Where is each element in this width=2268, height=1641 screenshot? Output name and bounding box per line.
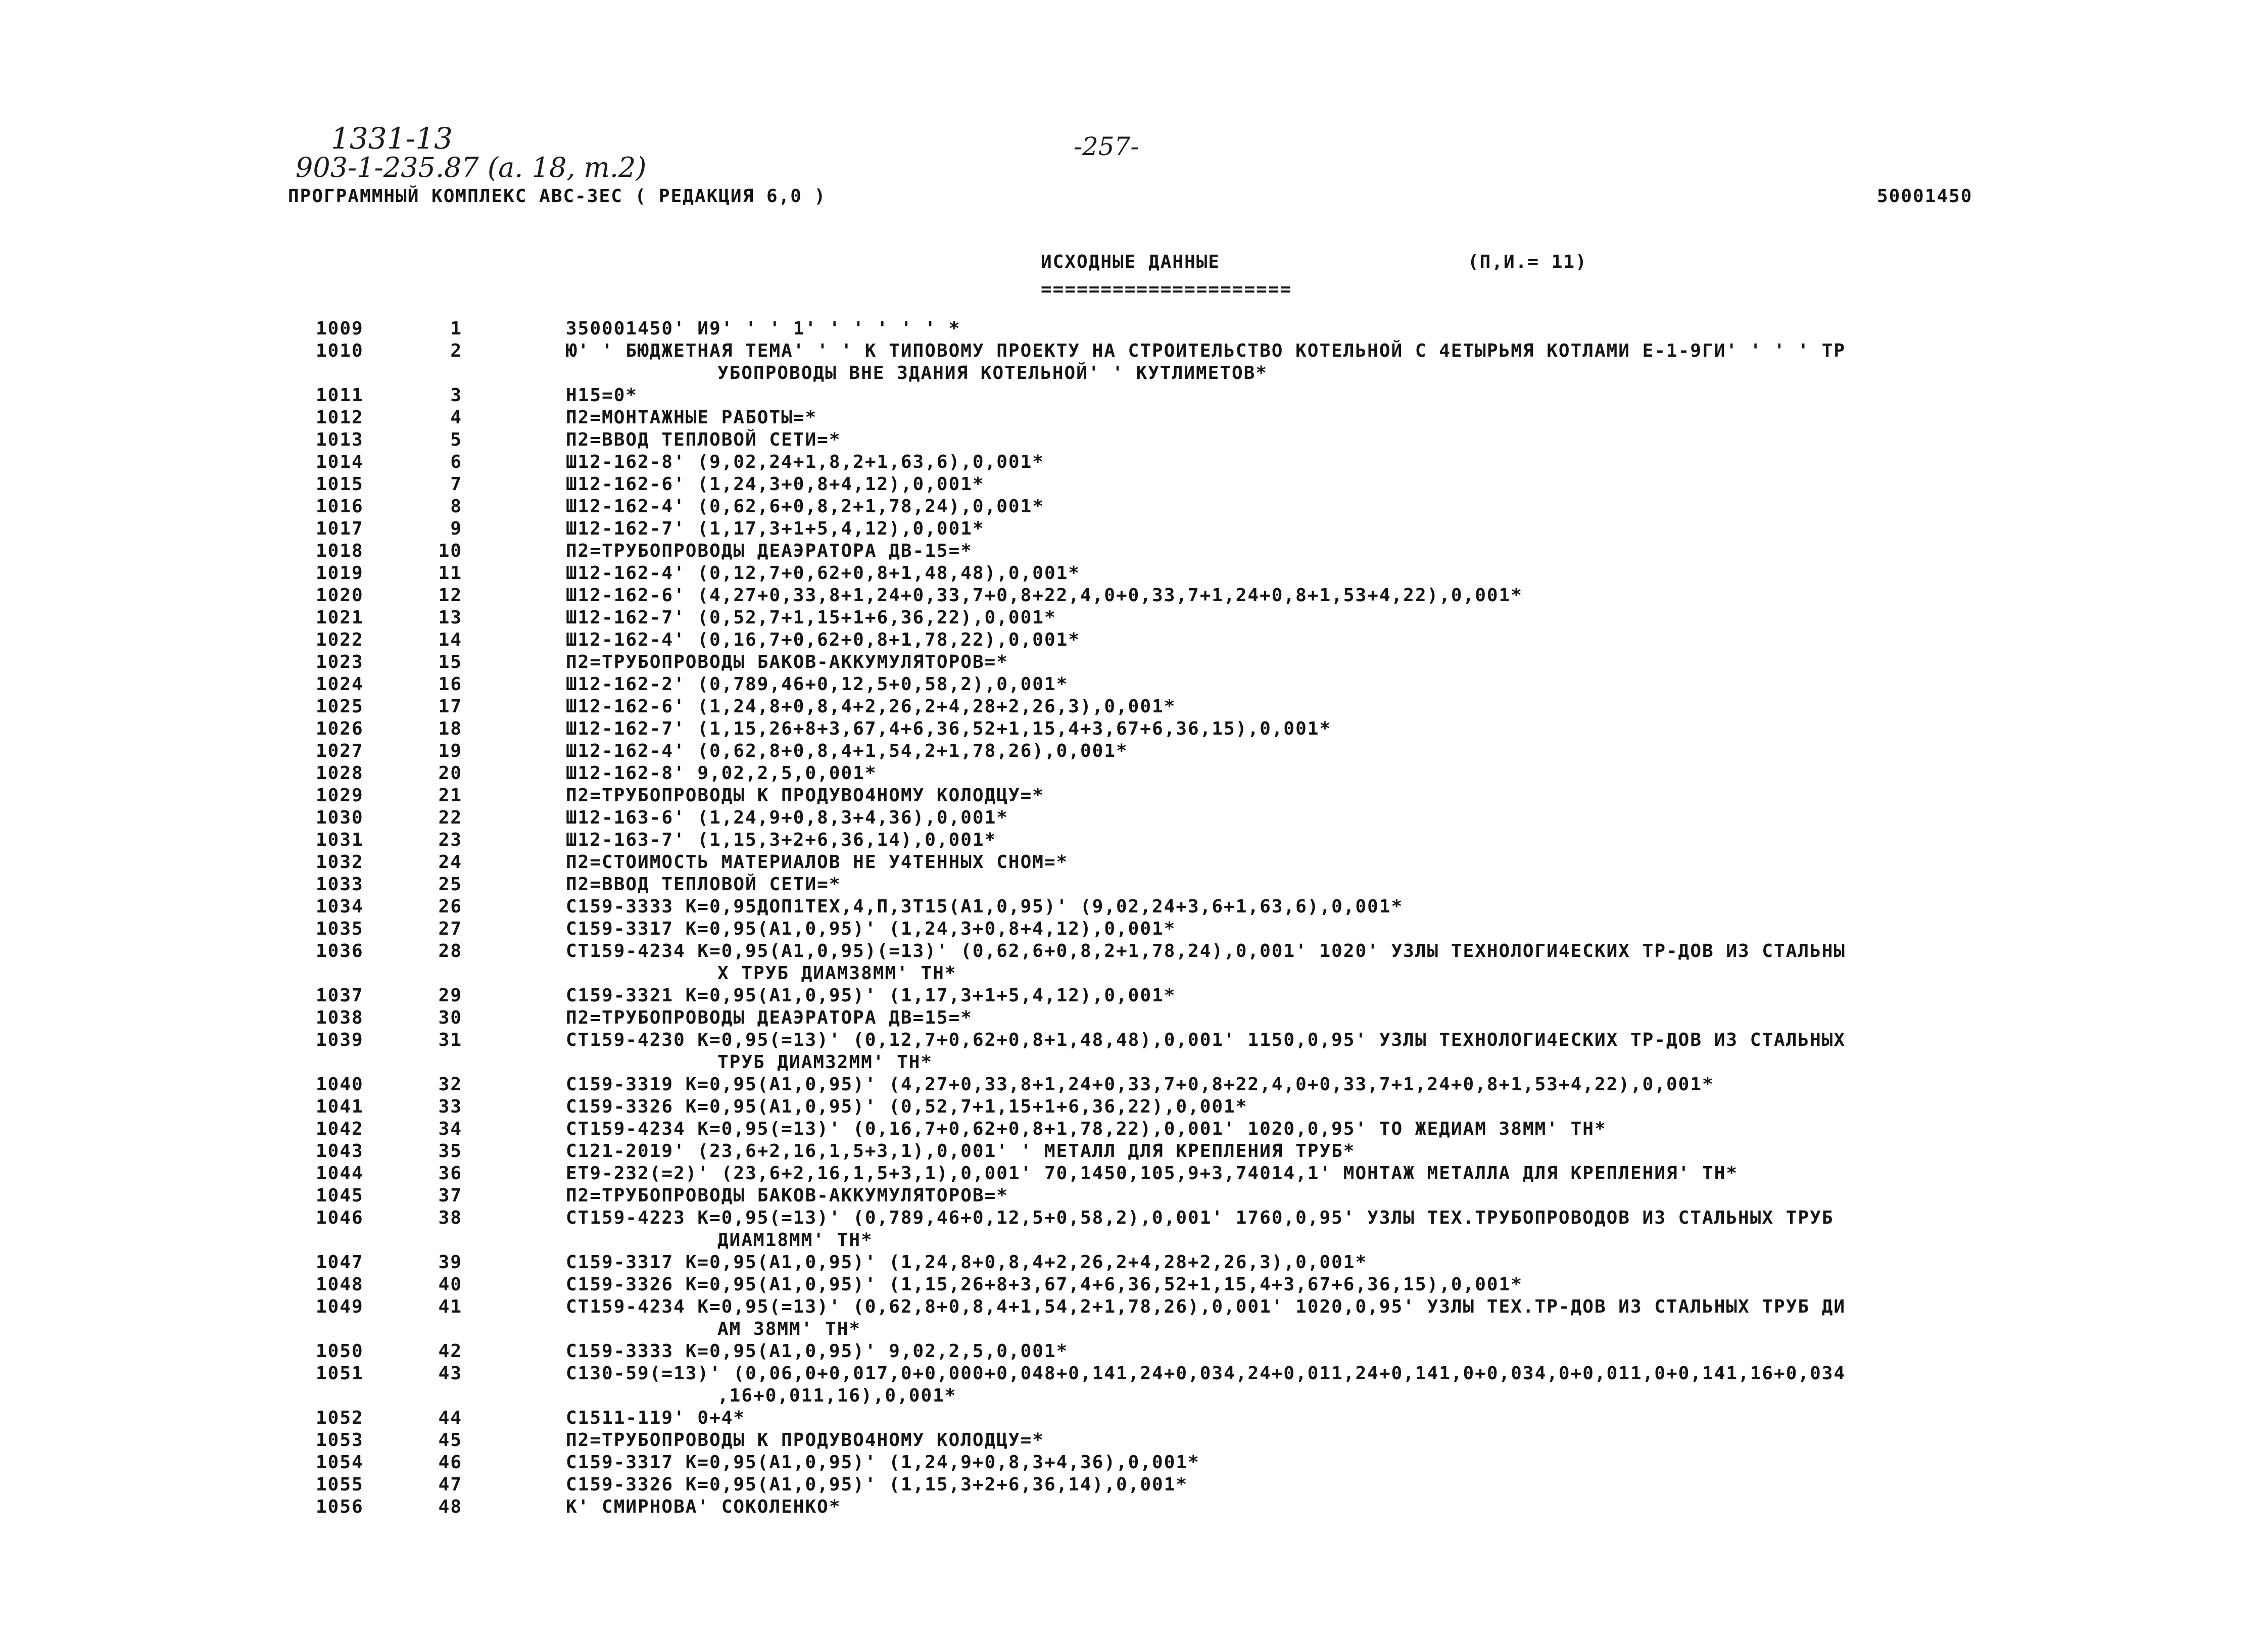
sequence-number: 22: [438, 807, 462, 828]
line-number: 1029: [316, 785, 364, 806]
sequence-number: 9: [450, 518, 462, 539]
listing-row: [0, 1408, 2268, 1430]
line-number: 1046: [316, 1208, 364, 1228]
listing-row: [0, 496, 2268, 518]
listing-row: [0, 318, 2268, 341]
line-continuation: УБОПРОВОДЫ ВНЕ ЗДАНИЯ КОТЕЛЬНОЙ' ' КУТЛИМЕТОВ*: [717, 363, 1268, 383]
listing-row: [0, 852, 2268, 874]
listing-row: [0, 518, 2268, 541]
listing-row: [0, 341, 2268, 385]
line-text: П2=СТОИМОСТЬ МАТЕРИАЛОВ НЕ У4ТЕННЫХ СНОМ=*: [566, 852, 1069, 873]
line-text: СТ159-4234 К=0,95(=13)' (0,16,7+0,62+0,8+1,78,22),0,001' 1020,0,95' ТО ЖЕДИАМ 38ММ' ТН*: [566, 1119, 1607, 1139]
line-number: 1036: [316, 941, 364, 961]
line-number: 1025: [316, 696, 364, 717]
listing-row: [0, 1007, 2268, 1030]
listing-row: [0, 896, 2268, 919]
listing-row: [0, 1296, 2268, 1341]
line-text: С1511-119' 0+4*: [566, 1408, 746, 1428]
sequence-number: 43: [438, 1363, 462, 1384]
listing-row: [0, 1274, 2268, 1296]
line-text: П2=ТРУБОПРОВОДЫ ДЕАЭРАТОРА ДВ=15=*: [566, 1007, 973, 1028]
listing-row: [0, 541, 2268, 563]
line-text: Ш12-162-6' (1,24,3+0,8+4,12),0,001*: [566, 474, 985, 495]
listing-row: [0, 1474, 2268, 1497]
sequence-number: 3: [450, 385, 462, 406]
listing-row: [0, 718, 2268, 741]
line-text: Ш12-163-6' (1,24,9+0,8,3+4,36),0,001*: [566, 807, 1008, 828]
listing-row: [0, 1030, 2268, 1074]
sequence-number: 5: [450, 429, 462, 450]
sequence-number: 45: [438, 1430, 462, 1451]
line-number: 1056: [316, 1497, 364, 1517]
sequence-number: 31: [438, 1030, 462, 1050]
line-number: 1050: [316, 1341, 364, 1362]
sequence-number: 25: [438, 874, 462, 895]
line-text: П2=ВВОД ТЕПЛОВОЙ СЕТИ=*: [566, 429, 841, 450]
line-continuation: ,16+0,011,16),0,001*: [717, 1385, 957, 1406]
section-title: ИСХОДНЫЕ ДАННЫЕ: [1041, 252, 1221, 272]
sequence-number: 6: [450, 452, 462, 472]
line-text: П2=ВВОД ТЕПЛОВОЙ СЕТИ=*: [566, 874, 841, 895]
sequence-number: 29: [438, 985, 462, 1006]
line-text: 350001450' И9' ' ' 1' ' ' ' ' ' *: [566, 318, 961, 339]
listing-row: [0, 1452, 2268, 1474]
line-text: Ш12-162-4' (0,62,8+0,8,4+1,54,2+1,78,26),0,001*: [566, 741, 1128, 761]
line-text: Ш12-162-2' (0,789,46+0,12,5+0,58,2),0,001*: [566, 674, 1069, 695]
line-text: П2=ТРУБОПРОВОДЫ ДЕАЭРАТОРА ДВ-15=*: [566, 541, 973, 561]
section-title-underline: =====================: [1041, 279, 1292, 300]
listing-row: [0, 1341, 2268, 1363]
line-number: 1052: [316, 1408, 364, 1428]
line-number: 1021: [316, 607, 364, 628]
sequence-number: 34: [438, 1119, 462, 1139]
listing-row: [0, 785, 2268, 807]
line-number: 1030: [316, 807, 364, 828]
listing-row: [0, 474, 2268, 496]
listing-row: [0, 807, 2268, 830]
line-text: К' СМИРНОВА' СОКОЛЕНКО*: [566, 1497, 841, 1517]
sequence-number: 20: [438, 763, 462, 784]
listing-row: [0, 563, 2268, 585]
line-number: 1031: [316, 830, 364, 850]
program-header: ПРОГРАММНЫЙ КОМПЛЕКС АВС-3ЕС ( РЕДАКЦИЯ 6,0 ): [288, 186, 827, 207]
line-text: С159-3317 К=0,95(А1,0,95)' (1,24,8+0,8,4+2,26,2+4,28+2,26,3),0,001*: [566, 1252, 1368, 1273]
line-number: 1028: [316, 763, 364, 784]
line-text: Ш12-162-4' (0,12,7+0,62+0,8+1,48,48),0,001*: [566, 563, 1080, 584]
listing-row: [0, 874, 2268, 896]
line-text: Ш12-162-8' (9,02,24+1,8,2+1,63,6),0,001*: [566, 452, 1044, 472]
line-number: 1053: [316, 1430, 364, 1451]
line-continuation: ДИАМ18ММ' ТН*: [717, 1230, 873, 1250]
sequence-number: 38: [438, 1208, 462, 1228]
sequence-number: 13: [438, 607, 462, 628]
line-text: Ш12-162-4' (0,62,6+0,8,2+1,78,24),0,001*: [566, 496, 1044, 517]
sequence-number: 2: [450, 341, 462, 361]
line-number: 1035: [316, 919, 364, 939]
listing-row: [0, 585, 2268, 607]
line-text: Ш12-162-8' 9,02,2,5,0,001*: [566, 763, 877, 784]
line-number: 1019: [316, 563, 364, 584]
sequence-number: 15: [438, 652, 462, 672]
line-text: Ю' ' БЮДЖЕТНАЯ ТЕМА' ' ' К ТИПОВОМУ ПРОЕКТУ НА СТРОИТЕЛЬСТВО КОТЕЛЬНОЙ С 4ЕТЫРЬМЯ КОТЛАМИ Е-1-9ГИ' ' ' ' ТР: [566, 341, 1846, 361]
listing-row: [0, 763, 2268, 785]
line-continuation: Х ТРУБ ДИАМ38ММ' ТН*: [717, 963, 957, 984]
line-text: Ш12-162-7' (0,52,7+1,15+1+6,36,22),0,001*: [566, 607, 1056, 628]
section-reference: (П,И.= 11): [1468, 252, 1587, 272]
listing-row: [0, 1430, 2268, 1452]
line-text: П2=МОНТАЖНЫЕ РАБОТЫ=*: [566, 407, 817, 428]
line-number: 1049: [316, 1296, 364, 1317]
sequence-number: 16: [438, 674, 462, 695]
line-number: 1048: [316, 1274, 364, 1295]
listing-row: [0, 1208, 2268, 1252]
sequence-number: 36: [438, 1163, 462, 1184]
sequence-number: 39: [438, 1252, 462, 1273]
sequence-number: 37: [438, 1185, 462, 1206]
handwritten-project-code: 903-1-235.87 (a. 18, т.2): [296, 152, 647, 183]
line-number: 1055: [316, 1474, 364, 1495]
line-continuation: АМ 38ММ' ТН*: [717, 1319, 861, 1339]
line-text: СТ159-4234 К=0,95(А1,0,95)(=13)' (0,62,6+0,8,2+1,78,24),0,001' 1020' УЗЛЫ ТЕХНОЛОГИ4ЕСКИХ ТР-ДОВ ИЗ СТАЛЬНЫ: [566, 941, 1846, 961]
sequence-number: 35: [438, 1141, 462, 1162]
line-number: 1022: [316, 630, 364, 650]
listing-row: [0, 919, 2268, 941]
sequence-number: 12: [438, 585, 462, 606]
line-text: Ш12-163-7' (1,15,3+2+6,36,14),0,001*: [566, 830, 997, 850]
listing-lines: [0, 318, 2268, 1519]
line-number: 1015: [316, 474, 364, 495]
line-number: 1047: [316, 1252, 364, 1273]
sequence-number: 33: [438, 1096, 462, 1117]
line-number: 1009: [316, 318, 364, 339]
line-text: С159-3317 К=0,95(А1,0,95)' (1,24,9+0,8,3+4,36),0,001*: [566, 1452, 1200, 1473]
line-text: С130-59(=13)' (0,06,0+0,017,0+0,000+0,048+0,141,24+0,034,24+0,011,24+0,141,0+0,034,0+0,011,0+0,141,16+0,034: [566, 1363, 1846, 1384]
listing-row: [0, 985, 2268, 1007]
line-text: П2=ТРУБОПРОВОДЫ БАКОВ-АККУМУЛЯТОРОВ=*: [566, 1185, 1008, 1206]
line-continuation: ТРУБ ДИАМ32ММ' ТН*: [717, 1052, 933, 1073]
line-number: 1039: [316, 1030, 364, 1050]
line-text: ЕТ9-232(=2)' (23,6+2,16,1,5+3,1),0,001' 70,1450,105,9+3,74014,1' МОНТАЖ МЕТАЛЛА ДЛЯ КРЕПЛЕНИЯ' ТН*: [566, 1163, 1739, 1184]
line-number: 1054: [316, 1452, 364, 1473]
line-number: 1041: [316, 1096, 364, 1117]
handwritten-page-number: -257-: [1074, 132, 1139, 161]
line-number: 1034: [316, 896, 364, 917]
sequence-number: 14: [438, 630, 462, 650]
listing-row: [0, 696, 2268, 718]
line-number: 1020: [316, 585, 364, 606]
line-text: Ш12-162-7' (1,17,3+1+5,4,12),0,001*: [566, 518, 985, 539]
handwritten-reference: 1331-13: [331, 121, 453, 156]
line-text: С159-3333 К=0,95ДОП1ТЕХ,4,П,3Т15(А1,0,95)' (9,02,24+3,6+1,63,6),0,001*: [566, 896, 1404, 917]
line-number: 1023: [316, 652, 364, 672]
line-text: С159-3326 К=0,95(А1,0,95)' (1,15,3+2+6,36,14),0,001*: [566, 1474, 1188, 1495]
line-number: 1045: [316, 1185, 364, 1206]
program-code: 50001450: [1877, 186, 1973, 207]
line-text: С159-3326 К=0,95(А1,0,95)' (1,15,26+8+3,67,4+6,36,52+1,15,4+3,67+6,36,15),0,001*: [566, 1274, 1523, 1295]
line-text: Ш12-162-6' (4,27+0,33,8+1,24+0,33,7+0,8+22,4,0+0,33,7+1,24+0,8+1,53+4,22),0,001*: [566, 585, 1523, 606]
listing-row: [0, 1252, 2268, 1274]
sequence-number: 18: [438, 718, 462, 739]
line-text: СТ159-4234 К=0,95(=13)' (0,62,8+0,8,4+1,54,2+1,78,26),0,001' 1020,0,95' УЗЛЫ ТЕХ.ТР-ДОВ ИЗ СТАЛЬНЫХ ТРУБ ДИ: [566, 1296, 1846, 1317]
listing-row: [0, 1096, 2268, 1119]
sequence-number: 17: [438, 696, 462, 717]
line-text: С159-3321 К=0,95(А1,0,95)' (1,17,3+1+5,4,12),0,001*: [566, 985, 1176, 1006]
sequence-number: 10: [438, 541, 462, 561]
sequence-number: 8: [450, 496, 462, 517]
listing-row: [0, 407, 2268, 429]
line-number: 1026: [316, 718, 364, 739]
listing-row: [0, 741, 2268, 763]
line-number: 1013: [316, 429, 364, 450]
sequence-number: 11: [438, 563, 462, 584]
line-number: 1014: [316, 452, 364, 472]
line-text: С159-3319 К=0,95(А1,0,95)' (4,27+0,33,8+1,24+0,33,7+0,8+22,4,0+0,33,7+1,24+0,8+1,53+4,22),0,001*: [566, 1074, 1714, 1095]
sequence-number: 24: [438, 852, 462, 873]
listing-row: [0, 1074, 2268, 1096]
line-number: 1032: [316, 852, 364, 873]
listing-row: [0, 429, 2268, 452]
sequence-number: 41: [438, 1296, 462, 1317]
line-number: 1018: [316, 541, 364, 561]
line-text: С121-2019' (23,6+2,16,1,5+3,1),0,001' ' МЕТАЛЛ ДЛЯ КРЕПЛЕНИЯ ТРУБ*: [566, 1141, 1356, 1162]
listing-row: [0, 674, 2268, 696]
sequence-number: 48: [438, 1497, 462, 1517]
sequence-number: 32: [438, 1074, 462, 1095]
listing-row: [0, 652, 2268, 674]
line-text: С159-3317 К=0,95(А1,0,95)' (1,24,3+0,8+4,12),0,001*: [566, 919, 1176, 939]
sequence-number: 26: [438, 896, 462, 917]
line-number: 1012: [316, 407, 364, 428]
sequence-number: 1: [450, 318, 462, 339]
sequence-number: 23: [438, 830, 462, 850]
sequence-number: 4: [450, 407, 462, 428]
listing-row: [0, 452, 2268, 474]
sequence-number: 7: [450, 474, 462, 495]
line-text: С159-3326 К=0,95(А1,0,95)' (0,52,7+1,15+1+6,36,22),0,001*: [566, 1096, 1248, 1117]
listing-row: [0, 385, 2268, 407]
sequence-number: 47: [438, 1474, 462, 1495]
listing-row: [0, 607, 2268, 630]
listing-row: [0, 630, 2268, 652]
line-text: Ш12-162-4' (0,16,7+0,62+0,8+1,78,22),0,001*: [566, 630, 1080, 650]
line-number: 1033: [316, 874, 364, 895]
line-number: 1040: [316, 1074, 364, 1095]
line-text: П2=ТРУБОПРОВОДЫ БАКОВ-АККУМУЛЯТОРОВ=*: [566, 652, 1008, 672]
line-text: Н15=0*: [566, 385, 638, 406]
line-number: 1042: [316, 1119, 364, 1139]
listing-row: [0, 1119, 2268, 1141]
line-number: 1010: [316, 341, 364, 361]
sequence-number: 27: [438, 919, 462, 939]
sequence-number: 30: [438, 1007, 462, 1028]
listing-row: [0, 1163, 2268, 1185]
listing-row: [0, 1497, 2268, 1519]
sequence-number: 19: [438, 741, 462, 761]
line-text: П2=ТРУБОПРОВОДЫ К ПРОДУВО4НОМУ КОЛОДЦУ=*: [566, 1430, 1044, 1451]
line-number: 1038: [316, 1007, 364, 1028]
line-number: 1027: [316, 741, 364, 761]
line-number: 1044: [316, 1163, 364, 1184]
sequence-number: 42: [438, 1341, 462, 1362]
sequence-number: 44: [438, 1408, 462, 1428]
listing-row: [0, 830, 2268, 852]
listing-row: [0, 1185, 2268, 1208]
line-text: СТ159-4223 К=0,95(=13)' (0,789,46+0,12,5+0,58,2),0,001' 1760,0,95' УЗЛЫ ТЕХ.ТРУБОПРОВОДОВ ИЗ СТАЛЬНЫХ ТРУБ: [566, 1208, 1834, 1228]
line-number: 1011: [316, 385, 364, 406]
sequence-number: 40: [438, 1274, 462, 1295]
line-number: 1037: [316, 985, 364, 1006]
line-number: 1024: [316, 674, 364, 695]
sequence-number: 46: [438, 1452, 462, 1473]
line-text: Ш12-162-6' (1,24,8+0,8,4+2,26,2+4,28+2,26,3),0,001*: [566, 696, 1176, 717]
line-number: 1017: [316, 518, 364, 539]
line-number: 1043: [316, 1141, 364, 1162]
line-text: С159-3333 К=0,95(А1,0,95)' 9,02,2,5,0,001*: [566, 1341, 1069, 1362]
listing-row: [0, 1363, 2268, 1408]
line-number: 1051: [316, 1363, 364, 1384]
line-text: СТ159-4230 К=0,95(=13)' (0,12,7+0,62+0,8+1,48,48),0,001' 1150,0,95' УЗЛЫ ТЕХНОЛОГИ4ЕСКИХ ТР-ДОВ ИЗ СТАЛЬНЫХ: [566, 1030, 1846, 1050]
sequence-number: 28: [438, 941, 462, 961]
line-text: Ш12-162-7' (1,15,26+8+3,67,4+6,36,52+1,15,4+3,67+6,36,15),0,001*: [566, 718, 1332, 739]
listing-row: [0, 1141, 2268, 1163]
sequence-number: 21: [438, 785, 462, 806]
line-number: 1016: [316, 496, 364, 517]
listing-row: [0, 941, 2268, 985]
line-text: П2=ТРУБОПРОВОДЫ К ПРОДУВО4НОМУ КОЛОДЦУ=*: [566, 785, 1044, 806]
